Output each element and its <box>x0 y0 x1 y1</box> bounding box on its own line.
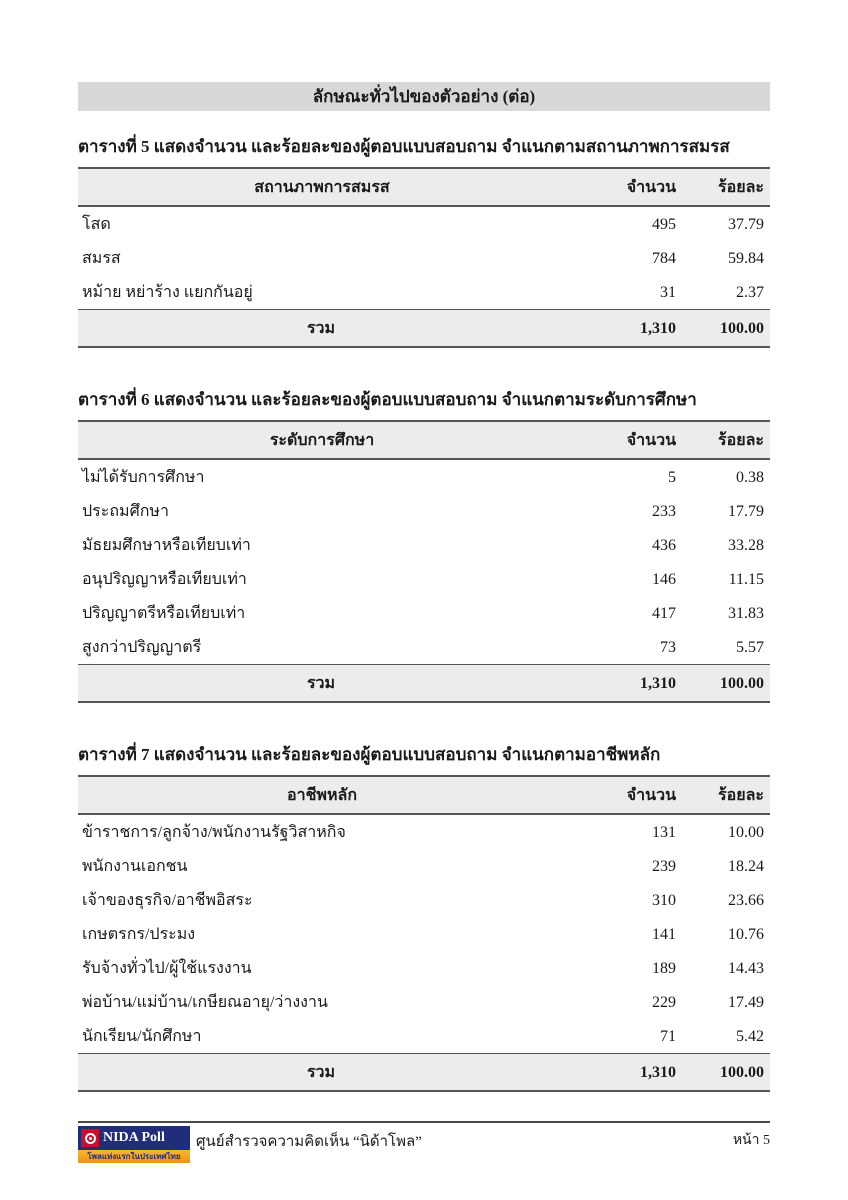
column-header-label: อาชีพหลัก <box>78 776 566 814</box>
total-count: 1,310 <box>566 310 678 348</box>
row-percent: 10.76 <box>728 925 764 943</box>
table-row <box>78 206 770 241</box>
table-6 <box>78 420 770 703</box>
row-count: 71 <box>660 1027 676 1045</box>
row-percent: 17.79 <box>728 502 764 520</box>
row-count: 146 <box>652 570 676 588</box>
row-count: 239 <box>652 857 676 875</box>
table-row <box>78 814 770 849</box>
row-label: สูงกว่าปริญญาตรี <box>82 639 202 656</box>
table-row <box>78 241 770 275</box>
row-count: 5 <box>668 468 676 486</box>
footer-page-number: หน้า 5 <box>732 1133 770 1148</box>
table-7-title: ตารางที่ 7 แสดงจำนวน และร้อยละของผู้ตอบแบบสอบถาม จำแนกตามอาชีพหลัก <box>78 745 661 764</box>
table-row <box>78 883 770 917</box>
nida-logo-name: NIDA Poll <box>103 1130 165 1145</box>
row-percent: 10.00 <box>728 823 764 841</box>
column-header-percent: ร้อยละ <box>678 421 770 459</box>
row-label: รับจ้างทั่วไป/ผู้ใช้แรงงาน <box>82 960 252 977</box>
footer-org-text: ศูนย์สำรวจความคิดเห็น “นิด้าโพล” <box>196 1134 422 1150</box>
page-footer <box>78 1126 770 1163</box>
row-label: ไม่ได้รับการศึกษา <box>82 469 205 486</box>
row-percent: 33.28 <box>728 536 764 554</box>
table-row <box>78 494 770 528</box>
table-row <box>78 630 770 665</box>
row-count: 310 <box>652 891 676 909</box>
total-percent: 100.00 <box>678 665 770 703</box>
table-header-row <box>78 776 770 814</box>
row-percent: 23.66 <box>728 891 764 909</box>
table-row <box>78 951 770 985</box>
table-7-block <box>78 741 770 1092</box>
table-row <box>78 528 770 562</box>
table-header-row <box>78 421 770 459</box>
row-percent: 2.37 <box>736 283 764 301</box>
row-percent: 37.79 <box>728 215 764 233</box>
row-label: ปริญญาตรีหรือเทียบเท่า <box>82 605 246 622</box>
table-row <box>78 985 770 1019</box>
table-5-block <box>78 133 770 348</box>
table-total-row <box>78 310 770 348</box>
row-label: ข้าราชการ/ลูกจ้าง/พนักงานรัฐวิสาหกิจ <box>82 824 346 841</box>
column-header-label: สถานภาพการสมรส <box>78 168 566 206</box>
table-7 <box>78 775 770 1092</box>
total-percent: 100.00 <box>678 310 770 348</box>
row-label: เจ้าของธุรกิจ/อาชีพอิสระ <box>82 892 253 909</box>
column-header-count: จำนวน <box>566 776 678 814</box>
table-6-block <box>78 386 770 703</box>
total-label: รวม <box>78 1054 566 1092</box>
row-percent: 11.15 <box>728 570 764 588</box>
section-header-title: ลักษณะทั่วไปของตัวอย่าง (ต่อ) <box>312 87 536 106</box>
table-total-row <box>78 665 770 703</box>
row-count: 141 <box>652 925 676 943</box>
row-label: โสด <box>82 216 111 233</box>
row-percent: 18.24 <box>728 857 764 875</box>
row-count: 229 <box>652 993 676 1011</box>
table-row <box>78 562 770 596</box>
row-percent: 17.49 <box>728 993 764 1011</box>
table-row <box>78 1019 770 1054</box>
table-header-row <box>78 168 770 206</box>
total-label: รวม <box>78 310 566 348</box>
row-percent: 14.43 <box>728 959 764 977</box>
total-count: 1,310 <box>566 665 678 703</box>
table-6-title: ตารางที่ 6 แสดงจำนวน และร้อยละของผู้ตอบแบบสอบถาม จำแนกตามระดับการศึกษา <box>78 390 697 409</box>
column-header-count: จำนวน <box>566 421 678 459</box>
row-percent: 31.83 <box>728 604 764 622</box>
row-percent: 0.38 <box>736 468 764 486</box>
row-count: 233 <box>652 502 676 520</box>
table-row <box>78 459 770 494</box>
row-count: 784 <box>652 249 676 267</box>
row-percent: 5.57 <box>736 638 764 656</box>
row-count: 417 <box>652 604 676 622</box>
row-count: 436 <box>652 536 676 554</box>
column-header-percent: ร้อยละ <box>678 776 770 814</box>
row-label: พ่อบ้าน/แม่บ้าน/เกษียณอายุ/ว่างงาน <box>82 994 328 1011</box>
nida-logo-banner <box>78 1126 190 1150</box>
page-content <box>78 0 770 1092</box>
nida-logo-tagline: โพลแห่งแรกในประเทศไทย <box>78 1150 190 1163</box>
row-label: สมรส <box>82 250 121 267</box>
row-label: หม้าย หย่าร้าง แยกกันอยู่ <box>82 284 253 301</box>
total-percent: 100.00 <box>678 1054 770 1092</box>
row-percent: 5.42 <box>736 1027 764 1045</box>
row-count: 73 <box>660 638 676 656</box>
column-header-percent: ร้อยละ <box>678 168 770 206</box>
row-label: เกษตรกร/ประมง <box>82 926 196 943</box>
nida-emblem-icon <box>81 1129 99 1147</box>
row-label: อนุปริญญาหรือเทียบเท่า <box>82 571 247 588</box>
total-label: รวม <box>78 665 566 703</box>
row-label: ประถมศึกษา <box>82 503 169 520</box>
row-label: มัธยมศึกษาหรือเทียบเท่า <box>82 537 251 554</box>
footer-divider <box>78 1121 770 1123</box>
table-row <box>78 596 770 630</box>
section-header-bar <box>78 82 770 111</box>
table-row <box>78 917 770 951</box>
row-count: 495 <box>652 215 676 233</box>
table-row <box>78 275 770 310</box>
total-count: 1,310 <box>566 1054 678 1092</box>
table-5-title: ตารางที่ 5 แสดงจำนวน และร้อยละของผู้ตอบแบบสอบถาม จำแนกตามสถานภาพการสมรส <box>78 137 730 156</box>
table-total-row <box>78 1054 770 1092</box>
row-count: 131 <box>652 823 676 841</box>
column-header-count: จำนวน <box>566 168 678 206</box>
column-header-label: ระดับการศึกษา <box>78 421 566 459</box>
row-label: นักเรียน/นักศึกษา <box>82 1028 202 1045</box>
row-percent: 59.84 <box>728 249 764 267</box>
nida-poll-logo <box>78 1126 190 1163</box>
row-count: 189 <box>652 959 676 977</box>
table-row <box>78 849 770 883</box>
row-count: 31 <box>660 283 676 301</box>
table-5 <box>78 167 770 348</box>
row-label: พนักงานเอกชน <box>82 858 188 875</box>
